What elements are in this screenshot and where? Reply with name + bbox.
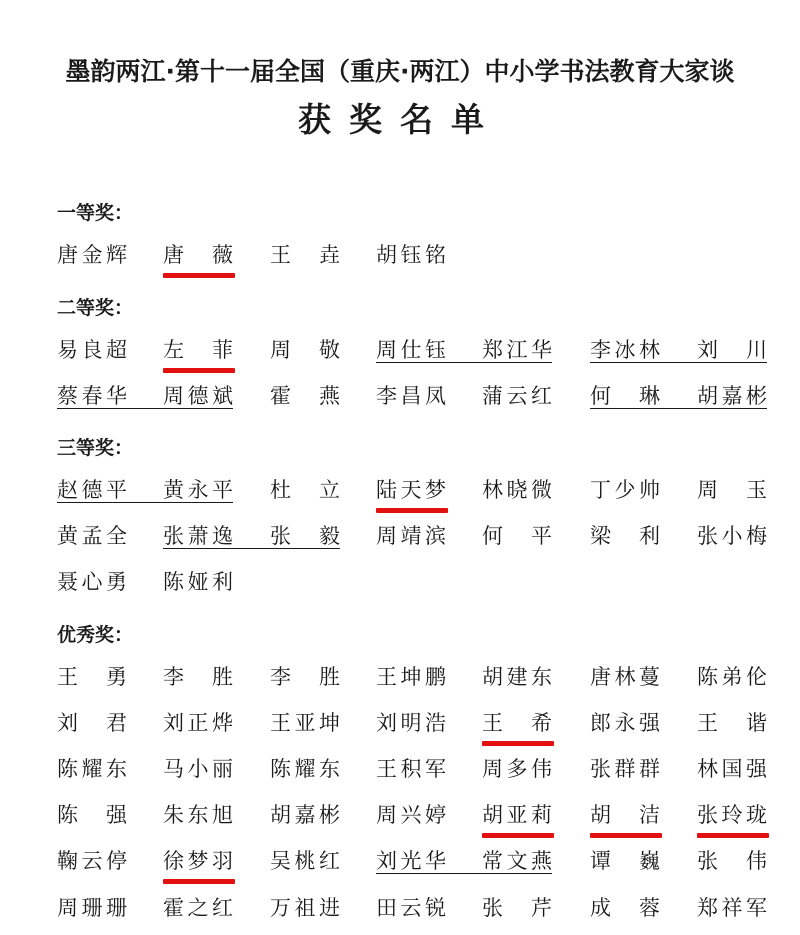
winner-name: 胡建东	[482, 665, 552, 689]
winner-name: 王坤鹏	[376, 665, 446, 689]
winner-name: 郎永强	[590, 711, 660, 735]
winner-name: 黄孟全	[57, 524, 127, 548]
red-highlight-mark	[163, 273, 235, 278]
winner-name: 赵德平	[57, 478, 127, 502]
winner-name: 陈 强	[57, 803, 127, 827]
winner-name: 胡亚莉	[482, 803, 552, 827]
winner-name: 周仕钰	[376, 338, 446, 362]
winner-name: 胡 洁	[590, 803, 660, 827]
section-heading: 一等奖：	[57, 202, 134, 224]
name-underline	[590, 362, 767, 363]
document-subtitle: 获奖名单	[298, 100, 502, 139]
winner-name: 胡钰铭	[376, 243, 446, 267]
winner-name: 陈弟伦	[697, 665, 767, 689]
winner-name: 郑江华	[482, 338, 552, 362]
winner-name: 万祖进	[270, 896, 340, 920]
winner-name: 周 玉	[697, 478, 767, 502]
winner-name: 梁 利	[590, 524, 660, 548]
winner-name: 聂心勇	[57, 570, 127, 594]
winner-name: 唐林蔓	[590, 665, 660, 689]
winner-name: 鞠云停	[57, 849, 127, 873]
winner-name: 吴桃红	[270, 849, 340, 873]
red-highlight-mark	[482, 741, 554, 746]
winner-name: 成 蓉	[590, 896, 660, 920]
winner-name: 谭 巍	[590, 849, 660, 873]
winner-name: 张 毅	[270, 524, 340, 548]
winner-name: 陈耀东	[270, 757, 340, 781]
name-underline	[57, 408, 233, 409]
winner-name: 刘光华	[376, 849, 446, 873]
name-underline	[163, 548, 340, 549]
winner-name: 唐金辉	[57, 243, 127, 267]
red-highlight-mark	[163, 368, 235, 373]
winner-name: 李 胜	[163, 665, 233, 689]
winner-name: 王 谐	[697, 711, 767, 735]
winner-name: 李 胜	[270, 665, 340, 689]
winner-name: 周珊珊	[57, 896, 127, 920]
winner-name: 王积军	[376, 757, 446, 781]
winner-name: 蔡春华	[57, 384, 127, 408]
section-heading: 三等奖：	[57, 437, 134, 459]
section-heading: 二等奖：	[57, 297, 134, 319]
red-highlight-mark	[590, 833, 662, 838]
winner-name: 左 菲	[163, 338, 233, 362]
winner-name: 刘 君	[57, 711, 127, 735]
winner-name: 何 平	[482, 524, 552, 548]
winner-name: 周靖滨	[376, 524, 446, 548]
winner-name: 易良超	[57, 338, 127, 362]
winner-name: 张萧逸	[163, 524, 233, 548]
winner-name: 周 敬	[270, 338, 340, 362]
winner-name: 周德斌	[163, 384, 233, 408]
winner-name: 张群群	[590, 757, 660, 781]
winner-name: 胡嘉彬	[697, 384, 767, 408]
document-title: 墨韵两江·第十一届全国（重庆·两江）中小学书法教育大家谈	[65, 57, 735, 86]
winner-name: 李冰林	[590, 338, 660, 362]
winner-name: 陈娅利	[163, 570, 233, 594]
winner-name: 马小丽	[163, 757, 233, 781]
winner-name: 何 琳	[590, 384, 660, 408]
winner-name: 蒲云红	[482, 384, 552, 408]
winner-name: 霍之红	[163, 896, 233, 920]
winner-name: 林晓微	[482, 478, 552, 502]
winner-name: 周多伟	[482, 757, 552, 781]
winner-name: 张玲珑	[697, 803, 767, 827]
winner-name: 田云锐	[376, 896, 446, 920]
red-highlight-mark	[697, 833, 769, 838]
winner-name: 霍 燕	[270, 384, 340, 408]
section-heading: 优秀奖：	[57, 624, 134, 646]
winner-name: 黄永平	[163, 478, 233, 502]
name-underline	[376, 873, 552, 874]
red-highlight-mark	[376, 508, 448, 513]
winner-name: 王 希	[482, 711, 552, 735]
winner-name: 杜 立	[270, 478, 340, 502]
winner-name: 林国强	[697, 757, 767, 781]
name-underline	[57, 502, 233, 503]
winner-name: 徐梦羽	[163, 849, 233, 873]
winner-name: 王 勇	[57, 665, 127, 689]
winner-name: 王 垚	[270, 243, 340, 267]
winner-name: 王亚坤	[270, 711, 340, 735]
winner-name: 唐 薇	[163, 243, 233, 267]
red-highlight-mark	[163, 879, 235, 884]
winner-name: 陈耀东	[57, 757, 127, 781]
winner-name: 李昌凤	[376, 384, 446, 408]
winner-name: 朱东旭	[163, 803, 233, 827]
name-underline	[590, 408, 767, 409]
winner-name: 刘正烨	[163, 711, 233, 735]
winner-name: 周兴婷	[376, 803, 446, 827]
winner-name: 张小梅	[697, 524, 767, 548]
name-underline	[376, 362, 552, 363]
winner-name: 陆天梦	[376, 478, 446, 502]
red-highlight-mark	[482, 833, 554, 838]
winner-name: 刘明浩	[376, 711, 446, 735]
winner-name: 刘 川	[697, 338, 767, 362]
winner-name: 张 伟	[697, 849, 767, 873]
winner-name: 胡嘉彬	[270, 803, 340, 827]
winner-name: 常文燕	[482, 849, 552, 873]
winner-name: 郑祥军	[697, 896, 767, 920]
winner-name: 丁少帅	[590, 478, 660, 502]
winner-name: 张 芹	[482, 896, 552, 920]
